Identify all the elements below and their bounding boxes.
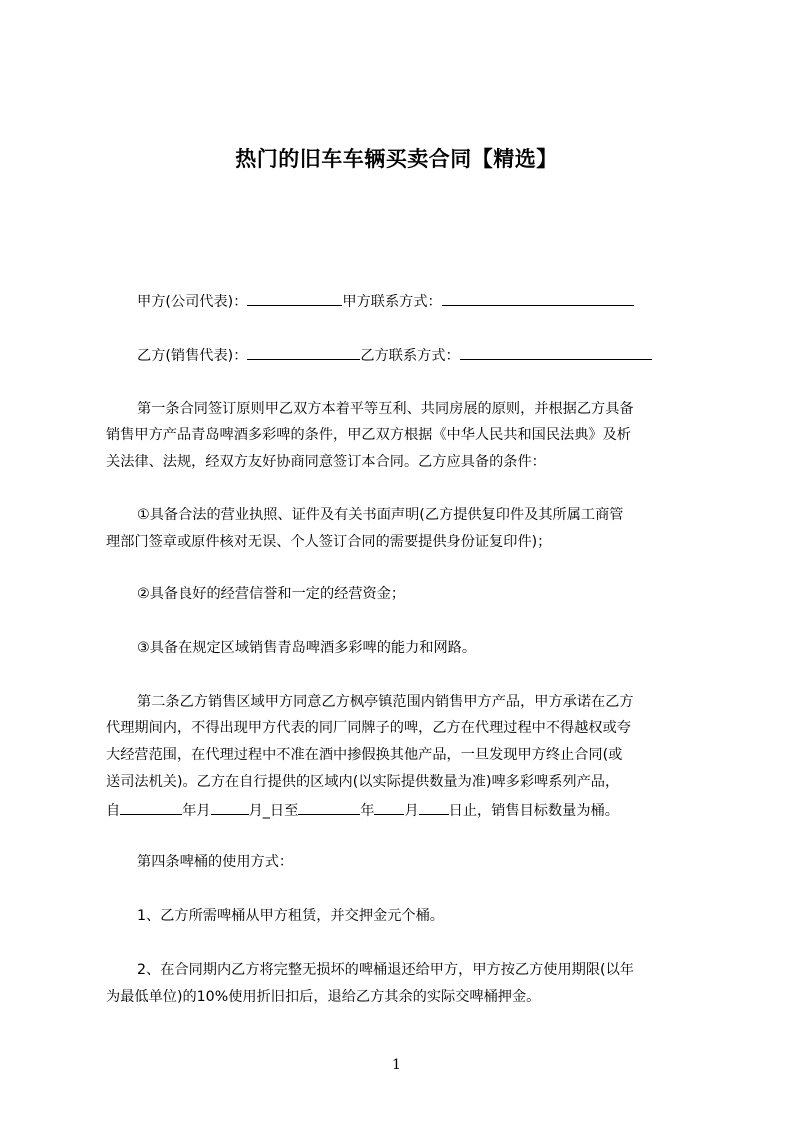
- article4-item-1: 1、乙方所需啤桶从甲方租赁，并交押金元个桶。: [137, 908, 444, 924]
- article2-date-line: [106, 799, 619, 821]
- article1-line-2: 销售甲方产品青岛啤酒多彩啤的条件，甲乙双方根据《中华人民共和国民法典》及析: [106, 427, 631, 443]
- condition2-line: ②具备良好的经营信誉和一定的经营资金；: [137, 586, 406, 602]
- end-day-blank: [419, 799, 449, 815]
- document-title: 热门的旧车车辆买卖合同【精选】: [235, 147, 558, 171]
- end-year-blank: [298, 799, 360, 815]
- start-year-blank: [120, 799, 182, 815]
- date-text-year: 年: [360, 803, 375, 819]
- date-text-day-to: 月_日至: [248, 803, 299, 819]
- party-b-contact-blank: [460, 344, 652, 360]
- article1-line-3: 关法律、法规，经双方友好协商同意签订本合同。乙方应具备的条件：: [106, 454, 546, 470]
- party-b-contact-label: 乙方联系方式：: [360, 348, 460, 364]
- party-a-name-blank: [247, 290, 342, 306]
- condition3-line: ③具备在规定区域销售青岛啤酒多彩啤的能力和网路。: [137, 640, 477, 656]
- party-a-contact-blank: [442, 290, 634, 306]
- end-month-blank: [374, 799, 404, 815]
- condition1-line-1: ①具备合法的营业执照、证件及有关书面声明(乙方提供复印件及其所属工商管: [137, 507, 624, 523]
- condition1-line-2: 理部门签章或原件核对无误、个人签订合同的需要提供身份证复印件)；: [106, 534, 552, 550]
- article4-item-2-line-2: 为最低单位)的10%使用折旧扣后，退给乙方其余的实际交啤桶押金。: [106, 989, 541, 1005]
- date-text-year-month: 年月: [182, 803, 211, 819]
- article2-line-2: 代理期间内，不得出现甲方代表的同厂同牌子的啤，乙方在代理过程中不得越权或夸: [106, 720, 631, 736]
- start-month-blank: [211, 799, 249, 815]
- article1-line-1: 第一条合同签订原则甲乙双方本着平等互利、共同房展的原则，并根据乙方具备: [137, 401, 634, 417]
- party-b-name-blank: [247, 344, 360, 360]
- article2-line-1: 第二条乙方销售区域甲方同意乙方枫亭镇范围内销售甲方产品，甲方承诺在乙方: [137, 694, 634, 710]
- party-a-label: 甲方(公司代表)：: [137, 294, 248, 310]
- date-text-month: 月: [404, 803, 419, 819]
- article4-heading: 第四条啤桶的使用方式：: [137, 854, 294, 870]
- article2-line-4: 送司法机关)。乙方在自行提供的区域内(以实际提供数量为准)啤多彩啤系列产品，: [106, 774, 620, 790]
- page-number: 1: [392, 1057, 401, 1073]
- party-a-line: [137, 290, 634, 312]
- party-b-label: 乙方(销售代表)：: [137, 348, 248, 364]
- date-text-from: 自: [106, 803, 121, 819]
- article4-item-2-line-1: 2、在合同期内乙方将完整无损坏的啤桶退还给甲方，甲方按乙方使用期限(以年: [137, 962, 634, 978]
- date-text-end: 日止，销售目标数量为桶。: [448, 803, 619, 819]
- article2-line-3: 大经营范围，在代理过程中不准在酒中掺假换其他产品，一旦发现甲方终止合同(或: [106, 747, 623, 763]
- party-b-line: [137, 344, 652, 366]
- party-a-contact-label: 甲方联系方式：: [342, 294, 442, 310]
